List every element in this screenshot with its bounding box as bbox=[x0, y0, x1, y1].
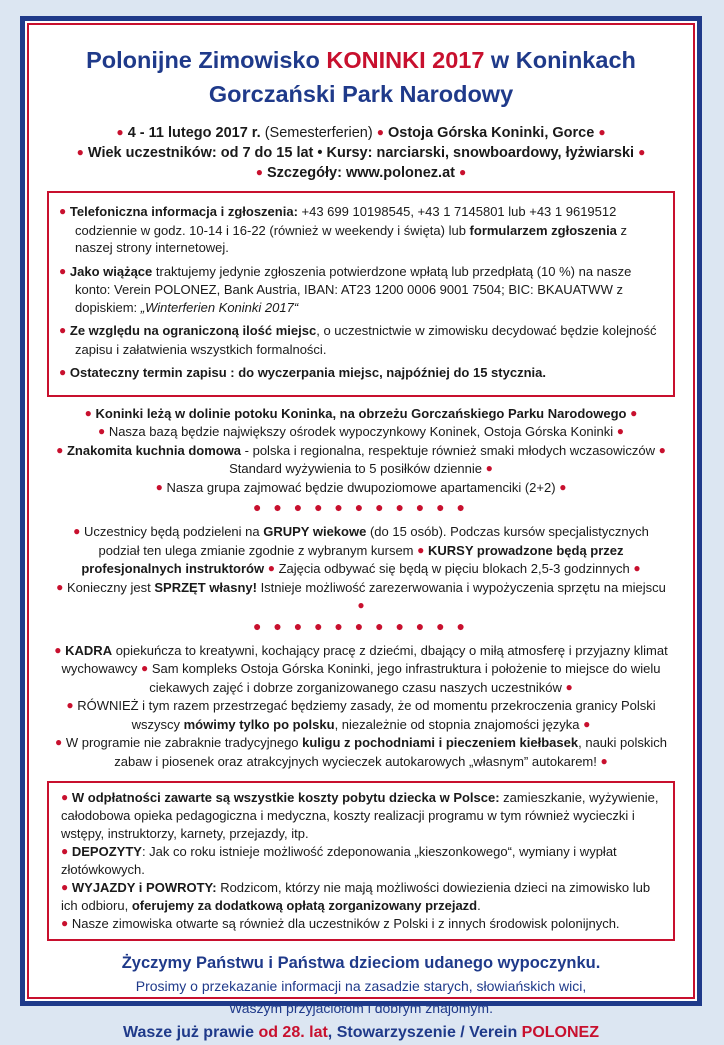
bullet-icon: ● bbox=[54, 642, 62, 657]
groups-label: GRUPY wiekowe bbox=[263, 524, 367, 539]
footer-ask-2: Waszym przyjaciołom i dobrym znajomym. bbox=[229, 1000, 493, 1016]
bullet-icon: ● bbox=[633, 561, 641, 575]
bullet-icon: ● bbox=[616, 424, 625, 438]
bullet-icon: ● bbox=[97, 424, 106, 438]
bullet-icon: ● bbox=[61, 790, 69, 804]
dates-text: 4 - 11 lutego 2017 r. bbox=[127, 125, 261, 141]
transport-offer: oferujemy za dodatkową opłatą zorganizowany przejazd bbox=[131, 898, 478, 913]
signature-text: Wasze już prawie bbox=[122, 1024, 259, 1041]
equipment-text: Konieczny jest bbox=[63, 579, 155, 595]
bullet-icon: ● bbox=[417, 542, 425, 557]
bullet-icon: ● bbox=[255, 165, 263, 179]
bullet-icon: ● bbox=[84, 405, 92, 420]
bullet-icon: ● bbox=[56, 442, 64, 457]
signature-years: od 28. lat bbox=[258, 1024, 328, 1041]
bullet-icon: ● bbox=[76, 145, 84, 159]
kitchen-label: Znakomita kuchnia domowa bbox=[66, 442, 242, 458]
bullet-icon: ● bbox=[61, 844, 69, 858]
courses-label: KURSY prowadzone będą przez profesjonalnych instruktorów bbox=[81, 542, 624, 576]
deposits-label: DEPOZYTY bbox=[71, 844, 142, 859]
location-section bbox=[51, 405, 671, 498]
bullet-icon: ● bbox=[59, 365, 67, 379]
bullet-icon: ● bbox=[155, 479, 163, 494]
registration-phone-text: +43 699 10198545, +43 1 7145801 lub +43 1 9619512 codziennie w godz. 10-14 i 16-22 (również w weekendy i święta) lub bbox=[75, 204, 617, 238]
deposits-text: : Jak co roku istnieje możliwość zdeponowania „kieszonkowego“, wymiany i wypłat złotówkowych. bbox=[61, 844, 617, 877]
page-subtitle: Gorczański Park Narodowy bbox=[208, 81, 514, 107]
location-text: Koninki leżą w dolinie potoku Koninka, na obrzeżu Gorczańskiego Parku Narodowego bbox=[95, 405, 627, 421]
footer bbox=[25, 951, 697, 1045]
dot-separator: ● ● ● ● ● ● ● ● ● ● ● bbox=[253, 499, 469, 515]
bullet-icon: ● bbox=[116, 125, 124, 139]
staff-section bbox=[51, 642, 671, 772]
bullet-icon: ● bbox=[61, 916, 69, 930]
details-link[interactable]: Szczegóły: www.polonez.at bbox=[267, 165, 455, 181]
title-text-end: w Koninkach bbox=[484, 47, 636, 73]
bullet-icon: ● bbox=[59, 204, 67, 218]
bullet-icon: ● bbox=[59, 263, 67, 278]
footer-ask-1: Prosimy o przekazanie informacji na zasadzie starych, słowiańskich wici, bbox=[135, 978, 587, 994]
program-text: W programie nie zabraknie tradycyjnego bbox=[62, 735, 303, 750]
program-text-2: , nauki polskich zabaw i piosenek oraz atrakcyjnych wycieczek autokarowych „własnym” autokarem! bbox=[114, 735, 667, 769]
bullet-icon: ● bbox=[56, 579, 64, 594]
signature-org: , Stowarzyszenie / Verein bbox=[327, 1024, 522, 1041]
title-highlight: KONINKI 2017 bbox=[326, 47, 485, 73]
registration-item bbox=[59, 263, 663, 317]
staff-label: KADRA bbox=[65, 642, 113, 658]
bullet-icon: ● bbox=[658, 442, 666, 457]
costs-label: W odpłatności zawarte są wszystkie koszty pobytu dziecka w Polsce: bbox=[71, 790, 500, 805]
costs-text: zamieszkanie, wyżywienie, całodobowa opieka pedagogiczna i medyczna, koszty realizacji programu w tym również wycieczki i wstępy, instruktorzy, karnety, przejazdy, itp. bbox=[61, 790, 659, 841]
kitchen-text: - polska i regionalna, respektuje również smaki młodych wczasowiczów bbox=[241, 442, 659, 458]
intro-block bbox=[25, 123, 697, 183]
bullet-icon: ● bbox=[66, 698, 74, 712]
transport-text-end: . bbox=[477, 898, 481, 913]
language-label: mówimy tylko po polsku bbox=[183, 716, 335, 732]
footer-wish: Życzymy Państwu i Państwa dzieciom udanego wypoczynku. bbox=[121, 954, 601, 972]
bullet-icon: ● bbox=[376, 125, 384, 139]
staff-text: opiekuńcza to kreatywni, kochający pracę z dziećmi, dbający o miłą atmosferę i przyjazny klimat wychowawcy bbox=[61, 642, 668, 676]
place-text: Ostoja Górska Koninki, Gorce bbox=[388, 125, 595, 141]
equipment-label: SPRZĘT własny! bbox=[154, 579, 257, 595]
language-text-2: , niezależnie od stopnia znajomości języka bbox=[334, 716, 580, 732]
binding-text: traktujemy jedynie zgłoszenia potwierdzone wpłatą lub przedpłatą (10 %) na nasze konto: Verein POLONEZ, Bank Austria, IBAN: AT23 1200 0006 9001 7504; BIC: BKAUATWW z dopiskiem: bbox=[75, 263, 632, 315]
bullet-icon: ● bbox=[140, 661, 149, 675]
bullet-icon: ● bbox=[59, 323, 67, 337]
equipment-text-2: Istnieje możliwość zarezerwowania i wypożyczenia sprzętu na miejscu bbox=[256, 579, 666, 595]
bullet-icon: ● bbox=[565, 679, 573, 694]
title-text: Polonijne Zimowisko bbox=[86, 47, 327, 73]
binding-label: Jako wiążące bbox=[69, 263, 153, 279]
page-title bbox=[25, 43, 697, 111]
costs-box bbox=[47, 781, 675, 941]
registration-item bbox=[59, 364, 663, 383]
bullet-icon: ● bbox=[600, 753, 608, 768]
bullet-icon: ● bbox=[73, 524, 81, 538]
transfer-note: „Winterferien Koninki 2017“ bbox=[140, 299, 299, 315]
bullet-icon: ● bbox=[267, 561, 275, 575]
language-text: RÓWNIEŻ i tym razem przestrzegać będziemy zasady, że od momentu przekroczenia granicy Polski wszyscy bbox=[73, 698, 656, 732]
bullet-icon: ● bbox=[485, 461, 493, 475]
registration-phone-label: Telefoniczna informacja i zgłoszenia: bbox=[69, 204, 298, 219]
flyer-content bbox=[25, 21, 697, 1041]
bullet-icon: ● bbox=[459, 165, 467, 179]
footer-signature bbox=[25, 1021, 697, 1045]
signature-org-name: POLONEZ bbox=[521, 1024, 599, 1041]
dot-separator: ● ● ● ● ● ● ● ● ● ● ● bbox=[253, 617, 469, 634]
flyer-frame bbox=[20, 16, 702, 1041]
transport-label: WYJAZDY i POWROTY: bbox=[71, 880, 217, 895]
bullet-icon: ● bbox=[55, 735, 63, 749]
complex-text: Sam kompleks Ostoja Górska Koninki, jego infrastruktura i położenie to miejsce do wielu ciekawych zajęć i dobrze zorganizowanego czasu naszych uczestników bbox=[148, 661, 661, 695]
registration-form-label: formularzem zgłoszenia bbox=[469, 222, 617, 238]
apartments-text: Nasza grupa zajmować będzie dwupoziomowe apartamenciki (2+2) bbox=[166, 479, 556, 495]
registration-box bbox=[47, 191, 675, 397]
bullet-icon: ● bbox=[630, 405, 638, 420]
groups-section bbox=[51, 523, 671, 616]
bullet-icon: ● bbox=[583, 716, 591, 731]
meals-text: Standard wyżywienia to 5 posiłków dziennie bbox=[229, 461, 483, 476]
transport-text: Rodzicom, którzy nie mają możliwości dowiezienia dzieci na zimowisko lub ich odbioru, bbox=[61, 880, 651, 913]
bullet-icon: ● bbox=[559, 479, 567, 494]
bullet-icon: ● bbox=[357, 598, 365, 612]
registration-item bbox=[59, 203, 663, 257]
registration-item bbox=[59, 322, 663, 358]
dates-note: (Semesterferien) bbox=[260, 125, 377, 141]
registration-form-text: z naszej strony internetowej. bbox=[75, 222, 628, 255]
program-label: kuligu z pochodniami i pieczeniem kiełbasek bbox=[302, 735, 579, 750]
limited-places-text: , o uczestnictwie w zimowisku decydować będzie kolejność zapisu i załatwienia wszystkich formalności. bbox=[75, 323, 657, 357]
courses-text: Zajęcia odbywać się będą w pięciu blokach 2,5-3 godzinnych bbox=[274, 561, 630, 576]
limited-places-label: Ze względu na ograniczoną ilość miejsc bbox=[69, 323, 317, 338]
bullet-icon: ● bbox=[598, 125, 606, 139]
open-camps-text: Nasze zimowiska otwarte są również dla uczestników z Polski i z innych środowisk polonijnych. bbox=[71, 916, 620, 931]
base-text: Nasza bazą będzie największy ośrodek wypoczynkowy Koninek, Ostoja Górska Koninki bbox=[108, 424, 614, 439]
age-courses-text: Wiek uczestników: od 7 do 15 lat • Kursy: narciarski, snowboardowy, łyżwiarski bbox=[87, 145, 635, 161]
bullet-icon: ● bbox=[638, 145, 646, 159]
groups-text: Uczestnicy będą podzieleni na bbox=[84, 524, 264, 539]
bullet-icon: ● bbox=[61, 880, 69, 894]
deadline-text: Ostateczny termin zapisu : do wyczerpania miejsc, najpóźniej do 15 stycznia. bbox=[69, 365, 546, 380]
groups-text-2: (do 15 osób). Podczas kursów specjalistycznych podział ten ulega zmianie zgodnie z wybranym kursem bbox=[98, 524, 649, 558]
